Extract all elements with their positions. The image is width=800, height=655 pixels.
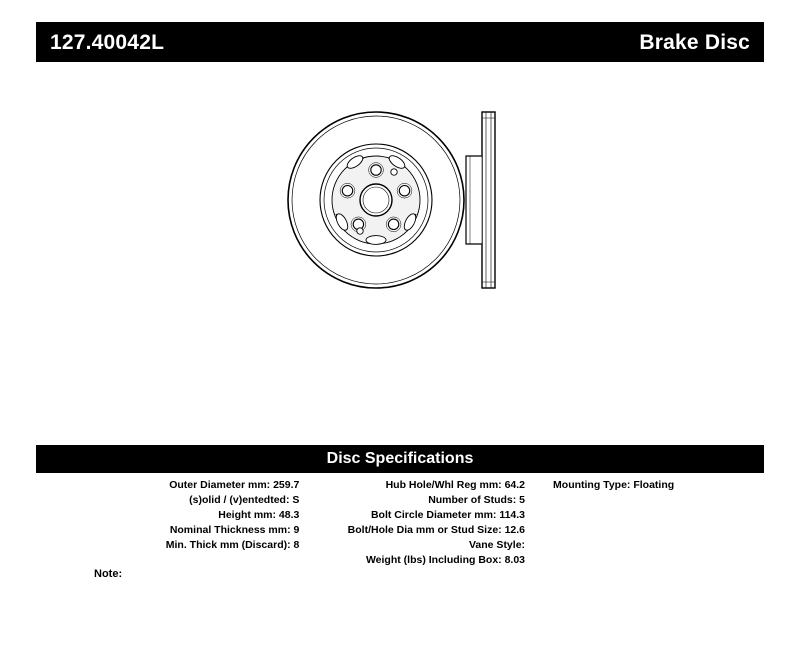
spec-column-middle [305, 478, 531, 568]
brake-rotor-face-drawing [276, 100, 476, 300]
note-label: Note: [94, 568, 123, 580]
spec-number-of-studs: Number of Studs: 5 [428, 494, 526, 506]
spec-vane-style: Vane Style: [469, 539, 526, 551]
spec-bolt-hole-dia: Bolt/Hole Dia mm or Stud Size: 12.6 [347, 524, 526, 536]
spec-column-left [36, 478, 305, 553]
product-drawing [36, 80, 764, 410]
spec-column-right [531, 478, 764, 493]
spec-bolt-circle-diameter: Bolt Circle Diameter mm: 114.3 [370, 509, 526, 521]
spec-nominal-thickness: Nominal Thickness mm: 9 [169, 524, 300, 536]
spec-min-thickness: Min. Thick mm (Discard): 8 [165, 539, 300, 551]
spec-solid-vented: (s)olid / (v)entedted: S [189, 494, 300, 506]
spec-weight: Weight (lbs) Including Box: 8.03 [365, 554, 526, 566]
brake-rotor-edge-drawing [456, 100, 516, 300]
spec-mounting-type: Mounting Type: Floating [553, 479, 675, 491]
spec-hub-hole: Hub Hole/Whl Reg mm: 64.2 [385, 479, 526, 491]
spec-columns [36, 478, 764, 568]
part-number: 127.40042L [50, 30, 165, 54]
header-bar [36, 22, 764, 62]
spec-section-title: Disc Specifications [36, 445, 764, 473]
product-title: Brake Disc [639, 30, 750, 54]
spec-height: Height mm: 48.3 [218, 509, 300, 521]
spec-outer-diameter: Outer Diameter mm: 259.7 [169, 479, 300, 491]
